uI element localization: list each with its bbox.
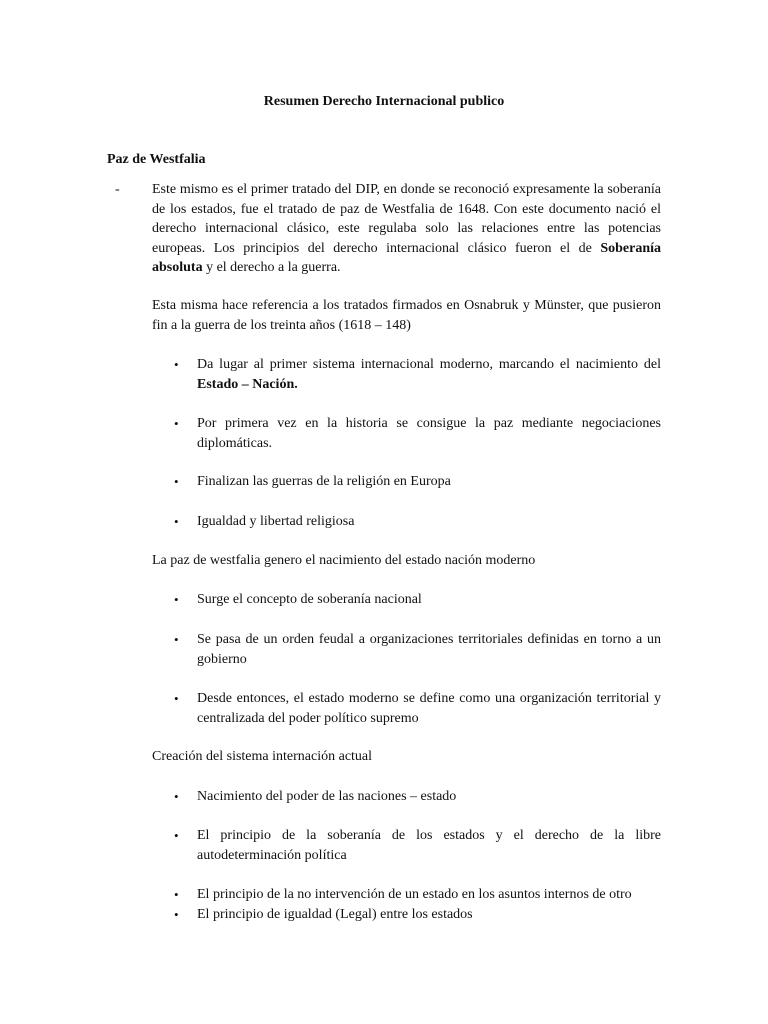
bullet-text: El principio de igualdad (Legal) entre los estados [197,907,473,922]
list-item [174,689,661,728]
bullet-marker: • [174,357,179,372]
bullet-marker: • [174,691,179,706]
bullet-marker: • [174,474,179,489]
bullet-text-part: Da lugar al primer sistema internacional moderno, marcando el nacimiento del [197,357,661,372]
bullet-text [197,355,661,394]
bullet-marker: • [174,514,179,529]
bullet-marker: • [174,416,179,431]
intro-paragraph-part2: y el derecho a la guerra. [202,260,341,275]
bullet-text: El principio de la no intervención de un estado en los asuntos internos de otro [197,887,632,902]
list-item [174,826,661,865]
bullet-text: Finalizan las guerras de la religión en Europa [197,474,451,489]
section-heading: Paz de Westfalia [107,152,206,167]
bullet-text: Surge el concepto de soberanía nacional [197,592,422,607]
bullet-marker: • [174,592,179,607]
group3-intro-line: Creación del sistema internación actual [152,749,373,764]
bullet-text: Desde entonces, el estado moderno se define como una organización territorial y centralizada del poder político supremo [197,691,661,726]
list-item [174,630,661,669]
bullet-text: Se pasa de un orden feudal a organizaciones territoriales definidas en torno a un gobierno [197,632,661,667]
bullet-marker: • [174,887,179,902]
list-item [174,355,661,394]
dash-list-item [107,180,661,278]
bullet-text: Nacimiento del poder de las naciones – estado [197,789,457,804]
list-item [174,787,661,807]
bullet-text: Por primera vez en la historia se consigue la paz mediante negociaciones diplomáticas. [197,416,661,451]
bullet-marker: • [174,789,179,804]
intro-paragraph-bold: Soberanía absoluta [152,240,661,275]
bullet-text: Igualdad y libertad religiosa [197,514,355,529]
document-title: Resumen Derecho Internacional publico [263,94,505,109]
dash-marker: - [115,182,120,197]
list-item [174,885,661,905]
list-item [174,512,661,532]
list-item [174,905,661,925]
group2-intro-line: La paz de westfalia genero el nacimiento del estado nación moderno [152,553,536,568]
list-item [174,472,661,492]
bullet-marker: • [174,828,179,843]
bullet-text: El principio de la soberanía de los estados y el derecho de la libre autodeterminación política [197,828,661,863]
intro-paragraph [152,180,661,278]
list-item [174,414,661,453]
intro-paragraph-part1: Este mismo es el primer tratado del DIP, en donde se reconoció expresamente la soberanía de los estados, fue el tratado de paz de Westfalia de 1648. Con este documento nació el derecho internacional clásico, este regulaba solo las relaciones entre las potencias europeas. Los principios del derecho internacional clásico fueron el de [152,182,661,256]
bullet-marker: • [174,907,179,922]
bullet-text-bold: Estado – Nación. [197,376,298,392]
list-item [174,590,661,610]
bullet-marker: • [174,632,179,647]
second-paragraph: Esta misma hace referencia a los tratados firmados en Osnabruk y Münster, que pusieron fin a la guerra de los treinta años (1618 – 148) [152,298,661,333]
